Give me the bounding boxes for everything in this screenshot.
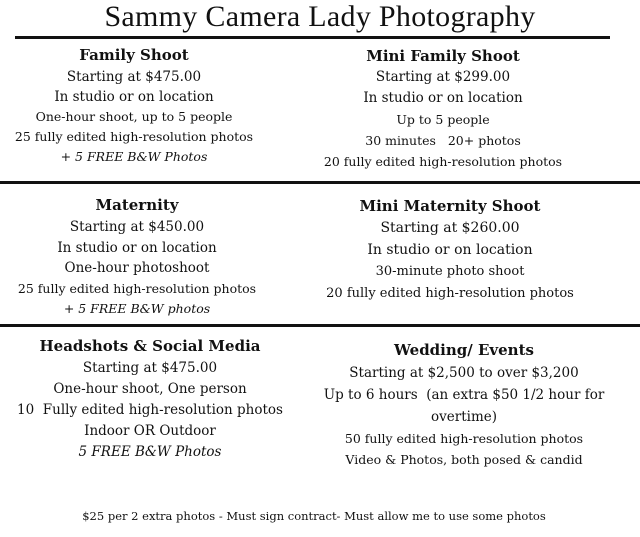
package-detail: Video & Photos, both posed & candid — [345, 452, 583, 467]
package-family-shoot — [0, 46, 268, 167]
package-detail: Up to 6 hours (an extra $50 1/2 hour for — [323, 387, 605, 403]
package-detail: 30 minutes 20+ photos — [365, 133, 521, 148]
package-bonus: 5 FREE B&W Photos — [78, 444, 222, 460]
package-detail: One-hour shoot, up to 5 people — [35, 109, 233, 124]
package-price: Starting at $475.00 — [82, 360, 218, 376]
package-detail: One-hour photoshoot — [64, 260, 210, 276]
footer-note: $25 per 2 extra photos - Must sign contract- Must allow me to use some photos — [82, 509, 546, 523]
package-location: In studio or on location — [54, 89, 214, 105]
package-price: Starting at $2,500 to over $3,200 — [349, 365, 579, 381]
package-name: Maternity — [95, 196, 179, 214]
package-detail: overtime) — [431, 409, 497, 425]
package-bonus: + 5 FREE B&W Photos — [60, 149, 208, 164]
bonus-text: + 5 FREE B&W photos — [63, 301, 211, 316]
package-headshots-social-media — [0, 336, 300, 463]
page-title: Sammy Camera Lady Photography — [104, 0, 536, 33]
package-detail: 20 fully edited high-resolution photos — [326, 285, 574, 301]
package-detail: Up to 5 people — [396, 112, 490, 127]
package-maternity — [0, 196, 274, 320]
package-bonus — [0, 299, 274, 320]
package-location: In studio or on location — [363, 90, 523, 106]
package-name: Mini Family Shoot — [366, 47, 520, 65]
package-name: Mini Maternity Shoot — [359, 197, 541, 215]
package-detail: 25 fully edited high-resolution photos — [17, 280, 257, 296]
package-detail: 20 fully edited high-resolution photos — [323, 154, 563, 169]
package-price: Starting at $450.00 — [69, 219, 205, 235]
package-detail: 50 fully edited high-resolution photos — [344, 431, 584, 446]
section-divider — [0, 181, 640, 184]
package-detail: 10 Fully edited high-resolution photos — [17, 402, 283, 418]
package-price: Starting at $299.00 — [375, 69, 511, 85]
package-name: Family Shoot — [79, 46, 189, 64]
package-detail: Indoor OR Outdoor — [84, 423, 216, 439]
package-wedding-events — [312, 340, 616, 470]
package-name: Wedding/ Events — [394, 341, 534, 359]
package-mini-family-shoot — [312, 46, 574, 172]
package-location: In studio or on location — [367, 241, 533, 258]
package-location: In studio or on location — [57, 239, 217, 256]
package-detail: 25 fully edited high-resolution photos — [14, 129, 254, 144]
package-name: Headshots & Social Media — [39, 337, 261, 355]
package-price: Starting at $475.00 — [66, 69, 202, 85]
package-price: Starting at $260.00 — [380, 220, 520, 236]
title-divider — [15, 36, 610, 39]
package-mini-maternity-shoot — [312, 196, 588, 304]
package-detail: One-hour shoot, One person — [53, 381, 247, 397]
package-detail: 30-minute photo shoot — [375, 264, 525, 279]
section-divider — [0, 324, 640, 327]
